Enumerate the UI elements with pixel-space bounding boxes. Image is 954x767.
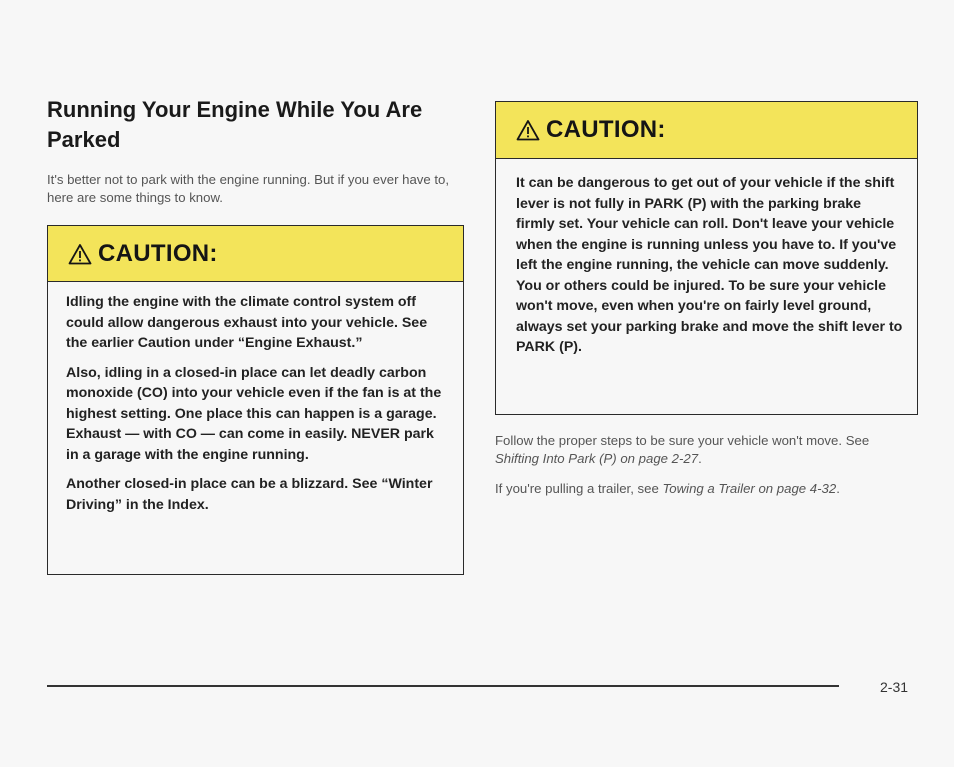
caution-box-shift-lever	[495, 101, 918, 415]
section-heading: Running Your Engine While You Are Parked	[47, 97, 423, 152]
intro-paragraph: It's better not to park with the engine running. But if you ever have to, here are some things to know.	[47, 172, 450, 205]
caution-paragraph: Idling the engine with the climate control system off could allow dangerous exhaust into your vehicle. See the earlier Caution under “Engine Exhaust.”	[66, 294, 428, 351]
caution-title: CAUTION:	[546, 116, 666, 143]
caution-box-idling	[47, 225, 464, 575]
caution-header	[48, 226, 463, 282]
follow-text: Follow the proper steps to be sure your vehicle won't move. See	[495, 433, 870, 448]
caution-header	[496, 102, 917, 159]
caution-body	[48, 282, 463, 515]
caution-paragraph: Also, idling in a closed-in place can let deadly carbon monoxide (CO) into your vehicle even if the fan is at the highest setting. One place this can happen is a garage. Exhaust — with CO — can come in easily. NEVER park in a garage with the engine running.	[66, 364, 442, 463]
warning-triangle-icon	[68, 243, 92, 265]
caution-paragraph: It can be dangerous to get out of your vehicle if the shift lever is not fully in PARK (P) with the parking brake firmly set. Your vehicle can roll. Don't leave your vehicle when the engine is running unless you have to. If you've left the engine running, the vehicle can move suddenly. You or others could be injured. To be sure your vehicle won't move, even when you're on fairly level ground, always set your parking brake and move the shift lever to PARK (P).	[516, 175, 903, 355]
footer-rule	[47, 685, 839, 687]
cross-reference-link: Towing a Trailer on page 4-32	[662, 481, 837, 496]
caution-paragraph: Another closed-in place can be a blizzard. See “Winter Driving” in the Index.	[66, 476, 433, 513]
follow-paragraph	[495, 432, 915, 468]
page-number: 2-31	[880, 679, 909, 695]
trailer-paragraph	[495, 480, 915, 498]
trailer-text: If you're pulling a trailer, see	[495, 481, 663, 496]
caution-body	[496, 159, 917, 358]
caution-title: CAUTION:	[98, 239, 218, 267]
trailer-end: .	[836, 481, 840, 496]
warning-triangle-icon	[516, 119, 540, 141]
cross-reference-link: Shifting Into Park (P) on page 2-27	[495, 451, 699, 466]
follow-end: .	[698, 451, 702, 466]
